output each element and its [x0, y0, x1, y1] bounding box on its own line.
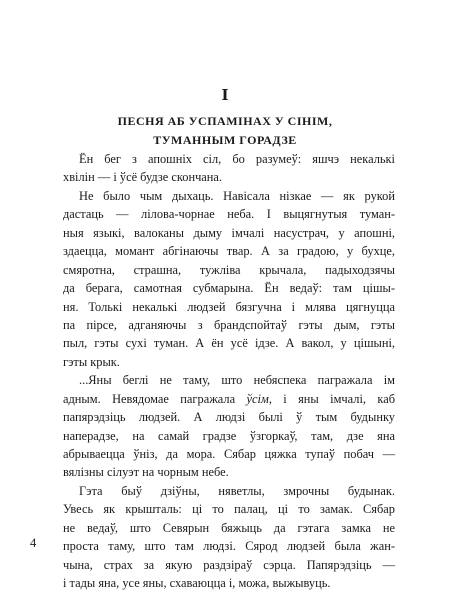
emphasis-word: ўсім: [246, 391, 269, 406]
text-line: здаецца, момант абгінаючы твар. А за градою, у бухце,: [63, 244, 395, 259]
chapter-title-line: ТУМАННЫМ ГОРАДЗЕ: [153, 133, 297, 147]
text-line: да берага, самотная субмарына. Ён ведаў: там цішы-: [63, 281, 395, 296]
text-line: Увесь як крышталь: ці то палац, ці то замак. Сябар: [63, 502, 395, 517]
text-line: і тады яна, усе яны, схаваюцца і, можа, выжывуць.: [63, 576, 331, 591]
text-line: гэты крык.: [63, 354, 120, 369]
text-line: смяротна, страшна, тужліва крычала, падыходзячы: [63, 262, 395, 277]
text-line: папярэдзіць людзей. А людзі былі ў тым будынку: [63, 410, 395, 425]
text-line: проста таму, што там людзі. Сярод людзей была жан-: [63, 539, 395, 554]
text-line: адным. Невядомае пагражала ўсім, і яны імчалі, каб: [63, 391, 395, 406]
text-line: хвілін — і ўсё будзе скончана.: [63, 170, 223, 185]
text-line: пыл, гэты сухі туман. А ён усё ідзе. А вакол, у цішыні,: [63, 336, 395, 351]
text-line: ныя языкі, валоканы дыму імчалі насустрач, у апошні,: [63, 225, 395, 240]
text-line: ня. Толькі некалькі людзей бязгучна і млява цягнуцца: [63, 299, 395, 314]
text-line: не ведаў, што Севярын бяжыць да гэтага замка не: [63, 520, 395, 535]
chapter-number: I: [221, 86, 229, 104]
text-line: чына, страх за якую раздзіраў сэрца. Папярэдзіць —: [63, 557, 395, 572]
text-line: ...Яны беглі не таму, што небяспека пагражала ім: [79, 373, 395, 388]
text-line: наперадзе, на самай градзе ўзгоркаў, там, дзе яна: [63, 428, 395, 443]
text-line: Не было чым дыхаць. Навісала нізкае — як рукой: [79, 188, 395, 203]
chapter-title-line: ПЕСНЯ АБ УСПАМІНАХ У СІНІМ,: [117, 114, 333, 128]
text-line: дастаць — ліловa-чорнае неба. І выцягнутыя туман-: [63, 207, 395, 222]
page-number: 4: [30, 536, 37, 550]
chapter-title: [60, 112, 390, 150]
text-line: Гэта быў дзіўны, няветлы, змрочны будынак.: [79, 483, 395, 498]
chapter-body: [63, 150, 395, 593]
text-line: абрываецца ўніз, да мора. Сябар цяжка тупаў побач —: [63, 447, 395, 461]
text-line: Ён бег з апошніх сіл, бо разумеў: яшчэ некалькі: [79, 152, 395, 166]
text-line: па пірсе, адганяючы з брандспойтаў гэты дым, гэты: [63, 317, 395, 332]
text-line: вялізны сілуэт на чорным небе.: [63, 465, 229, 480]
